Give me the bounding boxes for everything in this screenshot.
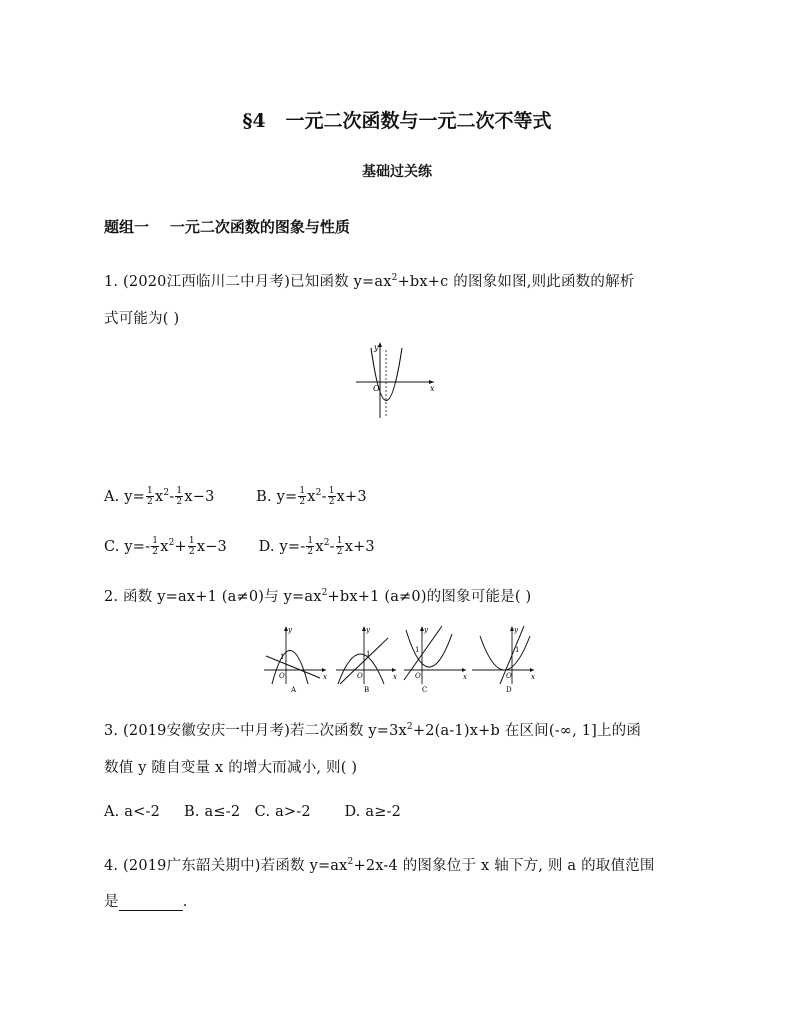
page-title: §4 一元二次函数与一元二次不等式 [242,110,552,132]
q2-graphs [262,622,537,697]
q2-text-pre: 2. 函数 y=ax+1 (a≠0)与 y=ax [104,589,322,605]
q1-option-d: D. y=- $\frac{1}{2}$ $x^2-$ $\frac{1}{2}$ x+3 [258,536,375,557]
svg-text:1: 1 [366,650,371,658]
svg-text:O: O [415,672,421,680]
svg-text:1: 1 [280,653,285,661]
q3-exponent: 2 [406,722,413,732]
svg-text:y: y [366,626,370,634]
q1-text-post: +bx+c 的图象如图,则此函数的解析 [397,274,635,290]
q1-exponent: 2 [391,273,398,283]
q4-text-is: 是 [104,894,119,910]
svg-text:1: 1 [415,646,420,654]
q4-answer-blank[interactable] [119,896,183,911]
q3-line1 [104,719,641,740]
q2-text-post: +bx+1 (a≠0)的图象可能是( ) [327,589,532,605]
q1-y-label: y [374,343,379,352]
q1-line1 [104,270,634,291]
q1-options-ab [104,486,367,507]
q4-text-post: +2x-4 的图象位于 x 轴下方, 则 a 的取值范围 [353,858,655,874]
svg-text:y: y [288,626,292,634]
svg-text:x: x [463,673,467,681]
svg-text:x: x [531,673,535,681]
q2-exponent: 2 [321,588,328,598]
section-subtitle: 基础过关练 [362,164,432,180]
q1-line2: 式可能为( ) [104,311,180,327]
q2-label-b: B [364,686,370,694]
svg-text:x: x [393,673,397,681]
q4-text-pre: 4. (2019广东韶关期中)若函数 y=ax [104,858,348,874]
q3-text-pre: 3. (2019安徽安庆一中月考)若二次函数 y=3x [104,723,407,739]
group-heading: 题组一 一元二次函数的图象与性质 [104,218,350,236]
q2-graph-a [264,626,327,694]
svg-text:O: O [279,672,285,680]
svg-text:x: x [323,673,327,681]
q1-text-pre: 1. (2020江西临川二中月考)已知函数 y=ax [104,274,392,290]
svg-text:O: O [357,672,363,680]
q1-graph [352,338,442,423]
q3-text-post: +2(a-1)x+b 在区间(-∞, 1]上的函 [412,723,642,739]
q2-label-d: D [506,686,512,694]
q4-line1 [104,854,655,875]
svg-text:O: O [506,672,512,680]
svg-text:1: 1 [515,646,520,654]
q1-options-cd [104,536,375,557]
q1-origin-label: O [373,384,380,393]
q4-exponent: 2 [347,857,354,867]
q3-options: A. a<-2 B. a≤-2 C. a>-2 D. a≥-2 [104,804,402,820]
q2-graph-b [336,626,397,694]
q2-graph-c [404,626,467,694]
q2-graph-d [472,626,535,694]
q2-label-c: C [422,686,428,694]
q1-option-a: A. y= $\frac{1}{2}$ $x^2-$ $\frac{1}{2}$ x−3 [104,486,215,507]
q1-option-b: B. y= $\frac{1}{2}$ $x^2-$ $\frac{1}{2}$ x+3 [256,486,367,507]
svg-text:y: y [514,626,518,634]
q4-period: . [182,894,188,910]
q2-label-a: A [291,686,297,694]
q3-line2: 数值 y 随自变量 x 的增大而减小, 则( ) [104,760,358,776]
q1-option-c: C. y=- $\frac{1}{2}$ $x^2+$ $\frac{1}{2}$ x−3 [104,536,227,557]
q2-line [104,585,531,606]
q4-line2 [104,890,188,911]
q1-x-label: x [430,384,435,393]
svg-text:y: y [424,626,428,634]
q1-y-arrow [378,342,382,347]
